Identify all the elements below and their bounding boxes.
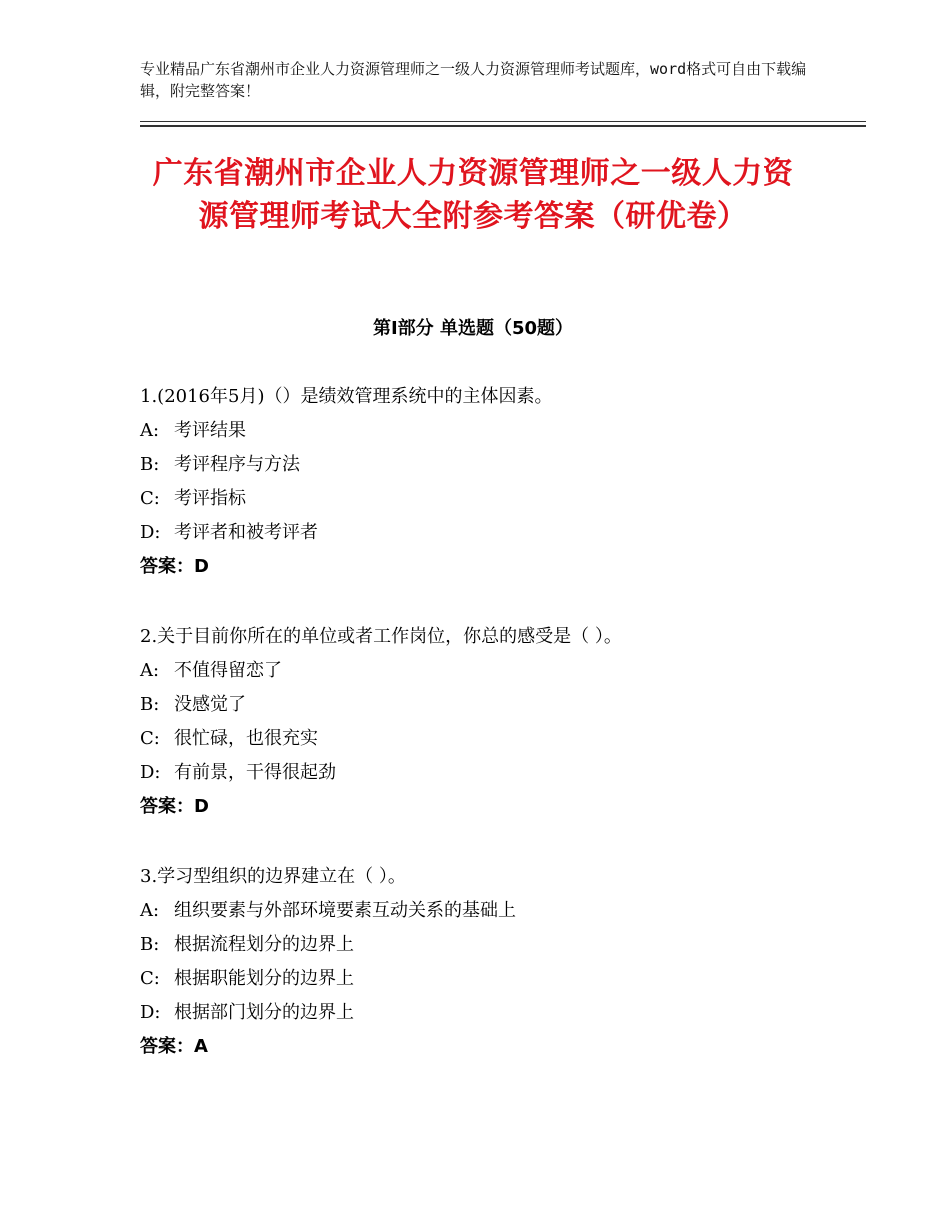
question-item [140, 620, 840, 824]
question-item [140, 860, 840, 1064]
question-item [140, 380, 840, 584]
option-key: D: [140, 1002, 161, 1023]
option-d [140, 756, 840, 790]
option-text: 考评结果 [174, 420, 246, 441]
option-text: 组织要素与外部环境要素互动关系的基础上 [174, 900, 516, 921]
option-b [140, 928, 840, 962]
option-key: C: [140, 728, 160, 749]
option-b [140, 448, 840, 482]
option-text: 有前景，干得很起劲 [174, 762, 336, 783]
section-title: 第Ⅰ部分 单选题（50题） [372, 318, 573, 339]
option-text: 不值得留恋了 [174, 660, 282, 681]
option-text: 很忙碌，也很充实 [174, 728, 318, 749]
option-key: D: [140, 522, 161, 543]
option-c [140, 482, 840, 516]
question-stem: 1.(2016年5月)（）是绩效管理系统中的主体因素。 [140, 386, 553, 407]
option-key: B: [140, 934, 160, 955]
option-text: 根据职能划分的边界上 [174, 968, 354, 989]
option-text: 考评者和被考评者 [174, 522, 318, 543]
option-text: 没感觉了 [174, 694, 246, 715]
answer-label: 答案：A [140, 1036, 208, 1057]
option-key: A: [140, 420, 160, 441]
option-text: 考评指标 [174, 488, 246, 509]
option-text: 考评程序与方法 [174, 454, 300, 475]
option-b [140, 688, 840, 722]
option-key: B: [140, 454, 160, 475]
option-text: 根据部门划分的边界上 [174, 1002, 354, 1023]
option-d [140, 996, 840, 1030]
option-key: B: [140, 694, 160, 715]
option-text: 根据流程划分的边界上 [174, 934, 354, 955]
option-key: D: [140, 762, 161, 783]
answer-label: 答案：D [140, 796, 209, 817]
question-stem: 2.关于目前你所在的单位或者工作岗位，你总的感受是（ ）。 [140, 626, 622, 647]
option-a [140, 894, 840, 928]
header-note: 专业精品广东省潮州市企业人力资源管理师之一级人力资源管理师考试题库，word格式可自由下载编辑，附完整答案！ [140, 60, 807, 100]
question-list [140, 380, 840, 1100]
option-key: A: [140, 660, 160, 681]
document-title: 广东省潮州市企业人力资源管理师之一级人力资源管理师考试大全附参考答案（研优卷） [152, 156, 794, 234]
question-stem: 3.学习型组织的边界建立在（ ）。 [140, 866, 406, 887]
header-divider-thick [140, 125, 866, 127]
header-divider-thin [140, 121, 866, 122]
option-c [140, 722, 840, 756]
option-key: C: [140, 968, 160, 989]
option-a [140, 414, 840, 448]
option-key: C: [140, 488, 160, 509]
option-c [140, 962, 840, 996]
option-d [140, 516, 840, 550]
option-a [140, 654, 840, 688]
option-key: A: [140, 900, 160, 921]
answer-label: 答案：D [140, 556, 209, 577]
